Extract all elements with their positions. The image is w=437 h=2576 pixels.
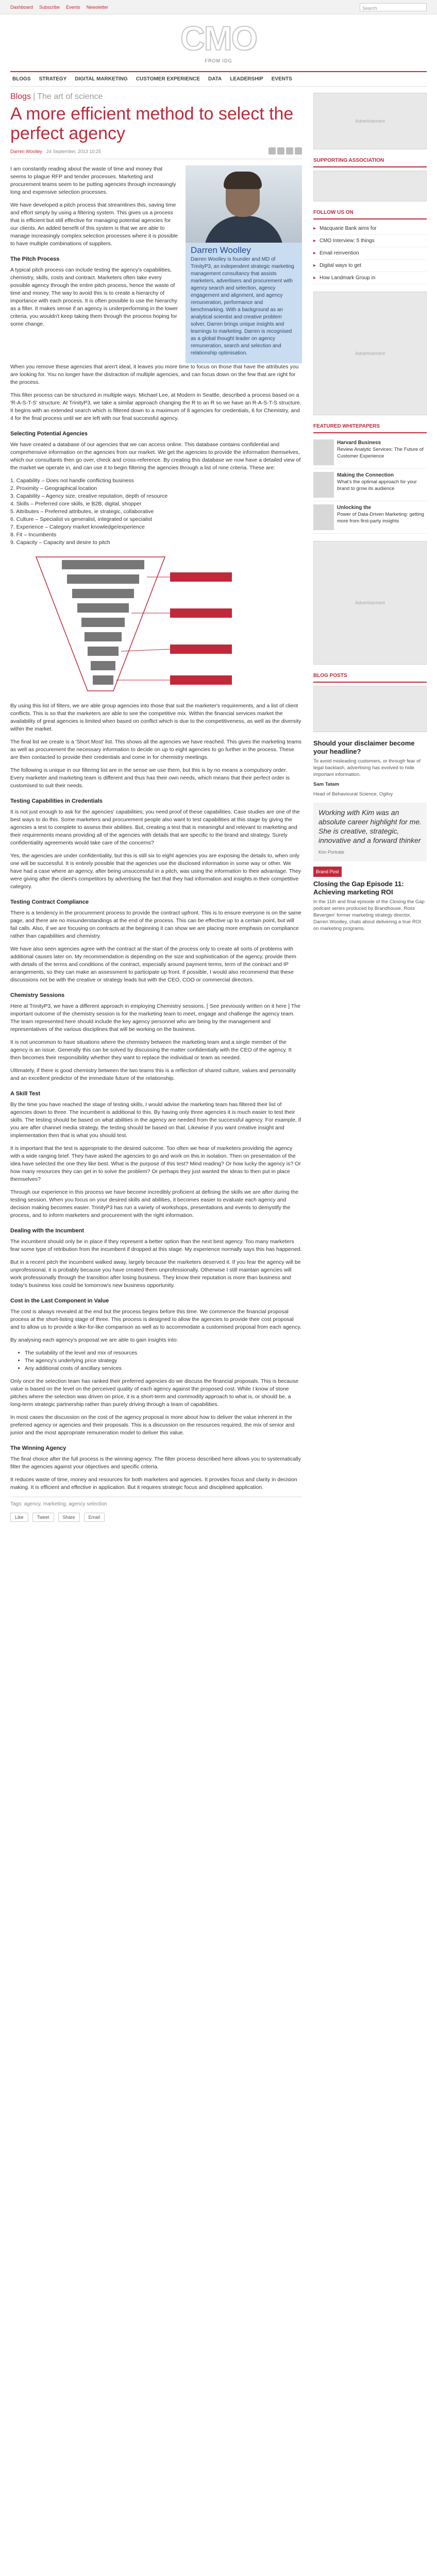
author-link[interactable]: Darren Woolley — [10, 149, 42, 154]
section-heading: The Winning Agency — [10, 1445, 66, 1451]
sidebar-link[interactable]: ▸ Macquarie Bank aims for — [313, 223, 427, 235]
search-input[interactable]: Search — [360, 3, 427, 11]
list-item: • Any additional costs of ancillary services — [25, 1365, 302, 1372]
share-button[interactable]: Share — [58, 1513, 80, 1522]
page-title: A more efficient method to select the perfect agency — [10, 104, 294, 143]
top-link-subscribe[interactable]: Subscribe — [39, 4, 60, 10]
share-icons — [268, 147, 302, 156]
follow-list — [313, 223, 427, 284]
paragraph: By analysing each agency's proposal we are able to gain insights into: — [10, 1337, 178, 1343]
brand-post-badge: Brand Post — [313, 867, 342, 877]
blog-author-role: Head of Behavioural Science, Ogilvy — [313, 791, 393, 797]
filter-funnel-diagram — [31, 552, 247, 696]
tweet-button[interactable]: Tweet — [32, 1513, 54, 1522]
sidebar-link[interactable]: ▸ Email reinvention — [313, 247, 427, 260]
paragraph: When you remove these agencies that aren't ideal, it leaves you more time to focus on those that have the attributes you are looking for. You no longer have the distraction of multiple agencies, and can focus down on the few that are right for the process. — [10, 364, 299, 385]
top-bar — [0, 0, 437, 14]
sidebar-ad-large[interactable]: Advertisement — [313, 292, 427, 415]
whitepaper-title: Making the Connection — [337, 472, 394, 478]
section-heading: Chemistry Sessions — [10, 992, 65, 998]
nav-item-blogs[interactable]: BLOGS — [12, 76, 31, 82]
follow-heading: FOLLOW US ON — [313, 209, 427, 219]
top-link-newsletter[interactable]: Newsletter — [86, 4, 109, 10]
whitepaper-desc: Power of Data-Driven Marketing: getting more from first-party insights — [337, 512, 424, 524]
paragraph: Here at TrinityP3, we have a different approach in employing Chemistry sessions. [ See previously written on it here ] The important outcome of the chemistry session is for the marketing team to meet, engage and challenge the agency team. The team represented here should include the key agency personnel who are being by the management and representatives of the various disciplines that will be working on the business. — [10, 1003, 300, 1032]
top-links — [10, 3, 108, 11]
brand-post-title[interactable]: Closing the Gap Episode 11: Achieving marketing ROI — [313, 880, 404, 896]
list-item: 4. Skills – Preferred core skills, ie B2B, digital, shopper — [10, 501, 142, 507]
paragraph: But in a recent pitch the incumbent walked away, largely because the marketers deserved it. If you fear the agency will be unprofessional, it is probably because you have created them unprofessionally. Otherwise I still maintain agencies will work professionally through the transition after losing business. They know their reputation is more than business and today's business loss could be tomorrow's new business opportunity. — [10, 1259, 301, 1289]
nav-item-strategy[interactable]: STRATEGY — [39, 76, 67, 82]
list-item: 2. Proximity – Geographical location — [10, 485, 97, 492]
blog-image[interactable] — [313, 686, 427, 732]
testimonial-quote: Working with Kim was an absolute career highlight for me. She is creative, strategic, innovative and a forward thinker — [318, 808, 422, 844]
paragraph: By using this list of filters, we are able group agencies into those that suit the marketer's requirements, and a list of client conflicts. This is so that the marketers are able to see the competitive mix. Within the financial services market the availability of great agencies is limited when based on conflict which is due to the competitiveness, as well as the diversity within the market. — [10, 703, 301, 732]
paragraph: It reduces waste of time, money and resources for both marketers and agencies. It provides focus and clarity in decision making. It is efficient and effective in application. But it requires strategic focus and disciplined application. — [10, 1477, 297, 1490]
brand-post-text: In the 11th and final episode of the Closing the Gap podcast series produced by Brandhouse, Ross Bevergen' former marketing strategy director, Darren Woolley, chats about delivering a true ROI on marketing programs. — [313, 899, 425, 931]
blog-post-excerpt: To avoid misleading customers, or through fear of legal backlash, advertising has evolved to hide important information. — [313, 758, 421, 777]
paragraph: This filter process can be structured in multiple ways. Michael Lee, at Modern in Seattle, described a process based on a 'R-A-S-T-S' structure. At TrinityP3, we take a similar approach changing the R to an R so we have an R-A-S-T-S structure. It begins with an extended search which is filtered down to a maximum of 8 agencies for credentials, 6 for Chemistry, and 4 for the final process until we are left with our final successful agency. — [10, 392, 301, 421]
sidebar-link[interactable]: ▸ How Landmark Group in — [313, 272, 427, 284]
paragraph: I am constantly reading about the waste of time and money that seems to plague RFP and tender processes. Marketing and procurement teams seem to be putting agencies through increasingly long and expensive selection processes. — [10, 166, 176, 195]
whitepaper-thumbnail — [313, 439, 334, 465]
blog-post-title[interactable]: Should your disclaimer become your headline? — [313, 739, 415, 755]
list-item: 3. Capability – Agency size, creative reputation, depth of resource — [10, 493, 168, 499]
whitepaper-thumbnail — [313, 472, 334, 498]
breadcrumb-current[interactable]: The art of science — [37, 92, 103, 101]
paragraph: The final choice after the full process is the winning agency. The filter process described here allows you to systematically filter the agencies against your objectives and specific criteria. — [10, 1456, 301, 1470]
factor-list — [25, 1349, 302, 1372]
paragraph: Through our experience in this process we have become incredibly proficient at defining the skills we are after during the testing session. When you focus on your desired skills and abilities, it becomes easier to evaluate each agency and decision making becomes easier. TrinityP3 has run a variety of workshops, presentations and events to demystify the process, and to inform marketers and procurement with the right information. — [10, 1189, 299, 1218]
sidebar-ad-2[interactable]: Advertisement — [313, 541, 427, 665]
list-item: • The suitability of the level and mix of resources — [25, 1349, 302, 1357]
share-buttons — [10, 1513, 302, 1522]
paragraph: We have also seen agencies agree with the contract at the start of the process only to create all sorts of problems with additional causes later on. My recommendation is depending on the size and sophistication of the agency, provide them with details of the terms and conditions of the contract, especially around payment terms, term of the contract and IP arrangements, so they can make an assessment to participate up front. If possible, I would also recommend that these discussions not be with the creative or strategy leads but with the CEO, COO or commercial directors. — [10, 946, 296, 983]
author-bio: Darren Woolley is founder and MD of TrinityP3, an independent strategic marketing management consultancy that assists marketers, advertisers and procurement with agency search and selection, agency engagement and alignment, and agency remuneration, performance and benchmarking. With a background as an analytical scientist and creative problem solver, Darren brings unique insights and learnings to marketing. Darren is recognised as a global thought leader on agency remuneration, search and selection and relationship optimisation. — [191, 257, 294, 356]
paragraph: The following is unique in our filtering list are in the sense we use them, but this is by no means a compulsory order. Every marketer and marketing team is different and thus has their own needs, which means that their perfect order is customised to suit their needs. — [10, 767, 290, 789]
blog-author[interactable]: Sam Tatam — [313, 782, 339, 787]
linkedin-icon[interactable] — [286, 147, 293, 155]
publish-date: 24 September, 2013 10:25 — [46, 149, 101, 154]
paragraph: It is not just enough to ask for the agencies' capabilities; you need proof of these capabilities. Case studies are one of the best ways to do this. Some marketers and procurement people also want to test capabilities at this stage by giving the agencies a test to complete to assess their abilities. But, creating a test that is meaningful and relevant to marketing and their requirements means providing all of the agencies with details that are specific to the brand and strategy. Surely confidentiality agreements would take care of the concerns? — [10, 809, 300, 846]
list-item: 1. Capability – Does not handle conflicting business — [10, 478, 134, 484]
author-photo — [186, 165, 302, 243]
whitepaper-title: Unlocking the — [337, 505, 372, 511]
author-name[interactable]: Darren Woolley — [191, 245, 251, 255]
article — [10, 93, 302, 1522]
paragraph: There is a tendency in the procurement process to provide the contract upfront. This is to ensure everyone is on the same page, and there are no misunderstandings at the end of the process. This can be effective up to a certain point, but will fail calls. Also, if we are focusing on contracts at the beginning it can show we are placing more emphasis on compliance rather than capabilities and chemistry. — [10, 910, 301, 939]
section-heading: A Skill Test — [10, 1091, 41, 1097]
breadcrumb-blogs[interactable]: Blogs — [10, 92, 31, 101]
sidebar — [313, 93, 427, 1522]
section-heading: Dealing with the Incumbent — [10, 1228, 85, 1234]
paragraph: Ultimately, if there is good chemistry between the two teams this is a reflection of shared culture, values and personality and an excellent predictor of the immediate future of the relationship. — [10, 1067, 296, 1081]
author-box — [186, 165, 302, 363]
section-heading: Cost in the Last Component in Value — [10, 1298, 109, 1304]
paragraph: The cost is always revealed at the end but the process begins before this time. We commence the financial proposal process at the short-listing stage of three. This process is designed to allow the agencies to provide their cost proposal and to allow us to provide a like-for-like comparison as well as to accommodate a customised proposal from each agency. — [10, 1309, 301, 1330]
paragraph: In most cases the discussion on the cost of the agency proposal is more about how to deliver the value inherent in the preferred agency or agencies and their proposals. This is a discussion on the resources required, the mix of senior and junior and the most appropriate remuneration model to deliver this value. — [10, 1414, 295, 1436]
section-heading: Selecting Potential Agencies — [10, 431, 88, 437]
whitepaper-desc: What's the optimal approach for your brand to grow its audience — [337, 479, 417, 492]
testimonial — [313, 803, 427, 861]
like-button[interactable]: Like — [10, 1513, 28, 1522]
sidebar-link[interactable]: ▸ CMO Interview: 5 things — [313, 235, 427, 247]
nav-item-events[interactable]: EVENTS — [271, 76, 292, 82]
facebook-icon[interactable] — [268, 147, 276, 155]
cmo-logo[interactable]: CMO — [180, 19, 257, 57]
paragraph: Yes, the agencies are under confidentiality, but this is still six to eight agencies you are exposing the details to, when only one will be successful. It is entirely possible that the agencies use the disclosed information in some way or other. We have had a case where an agency, after being unsuccessful in a pitch, was using the information to their advantage. They were giving after the client's competitors by advertising the fact that they had information and insights in their competitive category. — [10, 853, 301, 890]
article-meta — [10, 147, 302, 159]
sidebar-link[interactable]: ▸ Digital ways to get — [313, 260, 427, 272]
list-item: 6. Culture – Specialist vs generalist, integrated or specialist — [10, 516, 152, 522]
paragraph: By the time you have reached the stage of testing skills, I would advise the marketing team has filtered their list of agencies down to three. The incumbent is additional to this. By having only three agencies it is much easier to test their skills. The testing should be based on what abilities in the agency are needed from the successful agency. For example, if you are after channel media strategy, the testing should be based on that. Likewise if you want creative insight and implementation then that is what you should test. — [10, 1101, 301, 1139]
criteria-list — [10, 477, 302, 547]
top-link-dashboard[interactable]: Dashboard — [10, 4, 33, 10]
list-item: • The agency's underlying price strategy — [25, 1357, 302, 1365]
sidebar-ad[interactable]: Advertisement — [313, 93, 427, 149]
whitepaper-item[interactable] — [313, 501, 427, 534]
paragraph: We have created a database of our agencies that we can access online. This database contains confidential and comprehensive information on the agencies from our market. We get the agencies to provide the information themselves, which our consultants then go over, check and cross-reference. By creating this database we now have a detailed view of the market we operate in, and can use it to begin filtering the agencies through a list of nine criteria. These are: — [10, 442, 301, 471]
nav-item-data[interactable]: DATA — [208, 76, 222, 82]
masthead — [0, 14, 437, 71]
whitepaper-item[interactable] — [313, 436, 427, 469]
supporting-heading: SUPPORTING ASSOCIATION — [313, 157, 427, 167]
list-item: 7. Experience – Category market knowledge/experience — [10, 524, 145, 530]
association-logo[interactable] — [313, 171, 427, 201]
top-link-events[interactable]: Events — [66, 4, 80, 10]
main-nav — [10, 71, 427, 87]
paragraph: It is important that the test is appropriate to the desired outcome. Too often we hear of marketers providing the agency with a wide ranging brief. They have asked the agencies to go and work on this in isolation. Then on presentation of the idea have selected the one they like best. What is the purpose of this test? Mind reading? Or how lucky the agency is? Or how many resources they can get in to solve the problem? Or perhaps they just wanted the ideas to then put in place themselves? — [10, 1145, 301, 1182]
whitepaper-title: Harvard Business — [337, 440, 381, 446]
breadcrumb: Blogs | The art of science — [10, 92, 103, 101]
whitepaper-thumbnail — [313, 504, 334, 530]
section-heading: Testing Contract Compliance — [10, 899, 89, 905]
logo-subtitle: FROM IDG — [205, 58, 232, 63]
list-item: 5. Attributes – Preferred attributes, ie strategic, collaborative — [10, 509, 154, 515]
paragraph: Only once the selection team has ranked their preferred agencies do we discuss the financial proposals. This is because value is based on the level on the perceived quality of each agency against the proposed cost. While I know of stone pitches where the selection was driven on price, it is a short-term and commodity approach to what is, or should be, a long-term strategic partnership rather than purely driving through a team of capabilities. — [10, 1378, 298, 1408]
paragraph: It is not uncommon to have situations where the chemistry between the marketing team and a single member of the agency is an issue. Generally this can be solved by discussing the matter confidentially with the CEO of the agency. It then becomes their responsibility whether they want to replace the individual or team as needed. — [10, 1039, 292, 1061]
list-item: 8. Fit – Incumbents — [10, 532, 57, 538]
section-heading: The Pitch Process — [10, 256, 60, 262]
twitter-icon[interactable] — [277, 147, 284, 155]
whitepaper-item[interactable] — [313, 469, 427, 501]
list-item: 9. Capacity – Capacity and desire to pitch — [10, 539, 110, 546]
whitepaper-desc: Review Analytic Services: The Future of Customer Experience — [337, 447, 424, 459]
paragraph: We have developed a pitch process that streamlines this, saving time and effort simply by using a filtering system. This gives us a process that is efficient but still effective for managing potential agencies for our clients. An added benefit of this system is that we are able to manage increasingly complex selection processes where it is possible to have multiple combinations of suppliers. — [10, 202, 178, 247]
blog-heading: BLOG POSTS — [313, 672, 427, 683]
paragraph: The incumbent should only be in place if they represent a better option than the next best agency. Too many marketers fear some type of retribution from the incumbent if dropped at this stage. My experience normally says this has happened. — [10, 1239, 302, 1252]
paragraph: The final list we create is a 'Short Most' list. This shows all the agencies we have reached. This gives the marketing teams as well as procurement the necessary information to decide on up to eight agencies to go further in the process. These are then contacted to provide their credentials and come in for chemistry meetings. — [10, 739, 302, 760]
testimonial-name: Kim Portrate — [318, 850, 345, 855]
nav-item-cx[interactable]: CUSTOMER EXPERIENCE — [136, 76, 200, 82]
nav-item-leadership[interactable]: LEADERSHIP — [230, 76, 263, 82]
section-heading: Testing Capabilities in Credentials — [10, 798, 103, 804]
whitepapers-heading: FEATURED WHITEPAPERS — [313, 422, 427, 433]
paragraph: A typical pitch process can include testing the agency's capabilities, chemistry, skills, costs and contract. Marketers often take every possible agency through the entire pitch process, hence the waste of time and money. The way to avoid this is to create a hierarchy of importance with each process. It is often possible to use the hierarchy as a filter. It makes sense if an agency is underperforming in the lower criteria, you wouldn't keep taking them through the process hoping for some change. — [10, 267, 178, 327]
nav-item-digital[interactable]: DIGITAL MARKETING — [75, 76, 128, 82]
email-icon[interactable] — [295, 147, 302, 155]
article-tags[interactable]: Tags: agency, marketing, agency selection — [10, 1497, 302, 1509]
email-button[interactable]: Email — [84, 1513, 105, 1522]
